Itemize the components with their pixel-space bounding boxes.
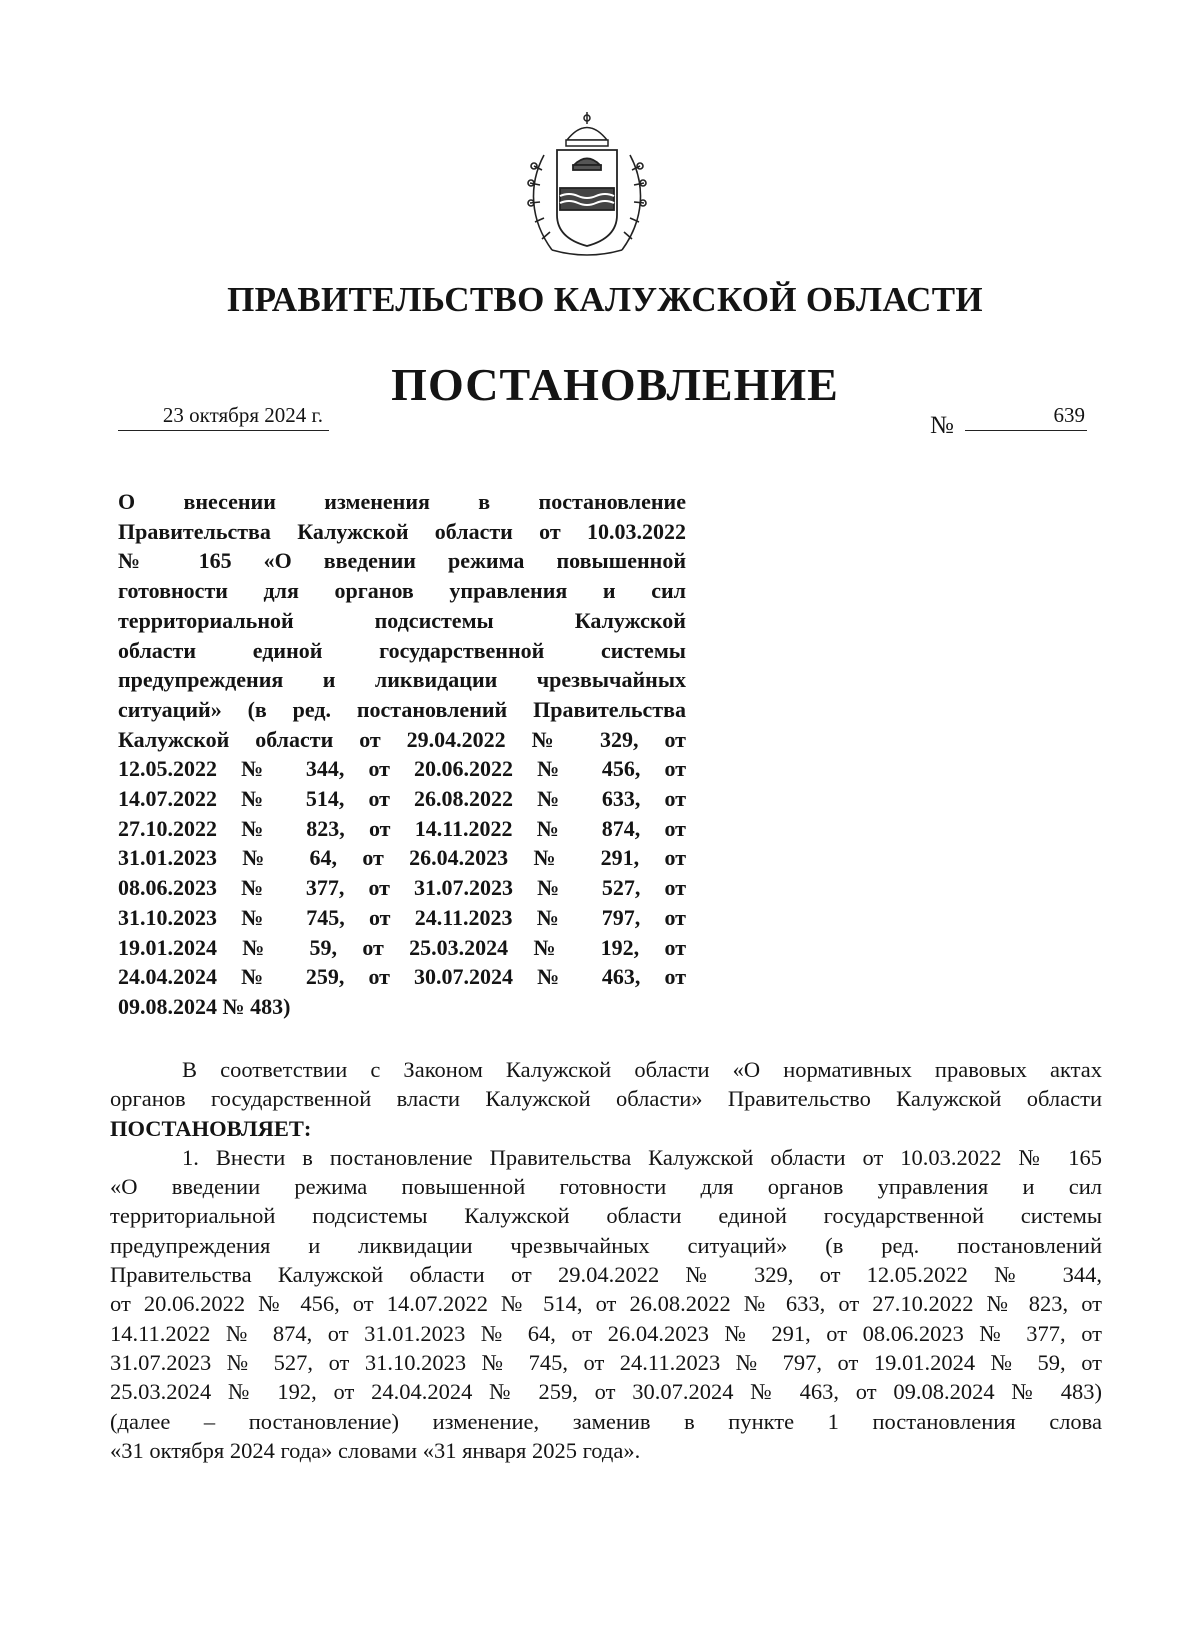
preamble-line: органов государственной власти Калужской области» Правительство Калужской области bbox=[110, 1086, 1102, 1112]
title-line: 31.01.2023 № 64, от 26.04.2023 № 291, от bbox=[118, 845, 686, 871]
resolves-word: ПОСТАНОВЛЯЕТ: bbox=[110, 1115, 312, 1141]
item-1 bbox=[110, 1143, 1102, 1465]
title-line: территориальной подсистемы Калужской bbox=[118, 607, 686, 633]
item-line: «О введении режима повышенной готовности для органов управления и сил bbox=[110, 1174, 1102, 1200]
title-line: 31.10.2023 № 745, от 24.11.2023 № 797, от bbox=[118, 904, 686, 930]
number-label: № bbox=[930, 412, 954, 439]
item-line: «31 октября 2024 года» словами «31 января 2025 года». bbox=[110, 1437, 641, 1463]
title-line: Калужской области от 29.04.2022 № 329, от bbox=[118, 726, 686, 752]
title-line: 27.10.2022 № 823, от 14.11.2022 № 874, от bbox=[118, 815, 686, 841]
item-line: 14.11.2022 № 874, от 31.01.2023 № 64, от 26.04.2023 № 291, от 08.06.2023 № 377, от bbox=[110, 1320, 1102, 1346]
title-line: 24.04.2024 № 259, от 30.07.2024 № 463, от bbox=[118, 964, 686, 990]
title-line: 09.08.2024 № 483) bbox=[118, 993, 291, 1019]
title-line: Правительства Калужской области от 10.03.2022 bbox=[118, 518, 686, 544]
title-line: 08.06.2023 № 377, от 31.07.2023 № 527, от bbox=[118, 875, 686, 901]
preamble-line: В соответствии с Законом Калужской области «О нормативных правовых актах bbox=[182, 1057, 1102, 1082]
document-body bbox=[110, 1055, 1102, 1465]
title-line: 19.01.2024 № 59, от 25.03.2024 № 192, от bbox=[118, 934, 686, 960]
title-line: № 165 «О введении режима повышенной bbox=[118, 548, 686, 574]
item-line: Правительства Калужской области от 29.04.2022 № 329, от 12.05.2022 № 344, bbox=[110, 1262, 1102, 1288]
item-line: предупреждения и ликвидации чрезвычайных ситуаций» (в ред. постановлений bbox=[110, 1232, 1102, 1258]
government-name: ПРАВИТЕЛЬСТВО КАЛУЖСКОЙ ОБЛАСТИ bbox=[227, 280, 983, 319]
item-line: 1. Внести в постановление Правительства Калужской области от 10.03.2022 № 165 bbox=[182, 1144, 1102, 1170]
document-title bbox=[118, 487, 686, 1022]
title-line: области единой государственной системы bbox=[118, 637, 686, 663]
title-line: О внесении изменения в постановление bbox=[118, 489, 686, 514]
title-line: ситуаций» (в ред. постановлений Правительства bbox=[118, 696, 686, 722]
item-line: (далее – постановление) изменение, заменив в пункте 1 постановления слова bbox=[110, 1408, 1102, 1434]
preamble bbox=[110, 1055, 1102, 1143]
title-line: предупреждения и ликвидации чрезвычайных bbox=[118, 667, 686, 693]
item-line: 25.03.2024 № 192, от 24.04.2024 № 259, от 30.07.2024 № 463, от 09.08.2024 № 483) bbox=[110, 1379, 1102, 1405]
item-line: 31.07.2023 № 527, от 31.10.2023 № 745, от 24.11.2023 № 797, от 19.01.2024 № 59, от bbox=[110, 1349, 1102, 1375]
item-line: от 20.06.2022 № 456, от 14.07.2022 № 514, от 26.08.2022 № 633, от 27.10.2022 № 823, от bbox=[110, 1291, 1102, 1317]
document-date: 23 октября 2024 г. bbox=[118, 403, 329, 431]
title-line: 12.05.2022 № 344, от 20.06.2022 № 456, от bbox=[118, 756, 686, 782]
document-number: 639 bbox=[965, 403, 1087, 431]
item-line: территориальной подсистемы Калужской области единой государственной системы bbox=[110, 1203, 1102, 1229]
document-type: ПОСТАНОВЛЕНИЕ bbox=[391, 359, 839, 410]
title-line: готовности для органов управления и сил bbox=[118, 578, 686, 604]
title-line: 14.07.2022 № 514, от 26.08.2022 № 633, от bbox=[118, 786, 686, 812]
coat-of-arms-icon bbox=[522, 110, 652, 260]
